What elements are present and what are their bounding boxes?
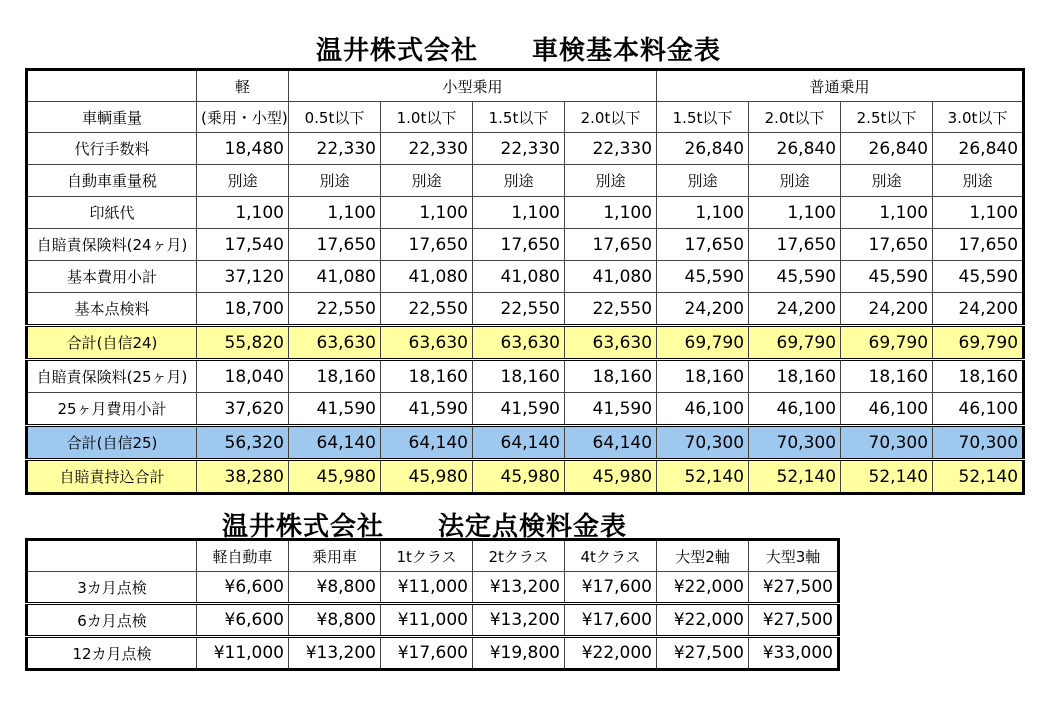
fee-row	[27, 229, 1024, 261]
fee-value-cell: 64,140	[289, 426, 381, 460]
blank-header-cell	[27, 540, 197, 572]
fee-value-cell: 別途	[933, 165, 1024, 197]
fee-value-cell: 41,080	[565, 261, 657, 293]
fee-row	[27, 360, 1024, 393]
fee-row	[27, 326, 1024, 360]
fee-value-cell: 69,790	[841, 326, 933, 360]
fee-value-cell: 37,620	[197, 393, 289, 426]
fee-value-cell: 別途	[381, 165, 473, 197]
inspection-row-label: 3カ月点検	[27, 572, 197, 604]
fee-value-cell: 70,300	[749, 426, 841, 460]
inspection-price-cell: ¥11,000	[197, 637, 289, 670]
fee-row-label: 自動車重量税	[27, 165, 197, 197]
fee-value-cell: 18,160	[657, 360, 749, 393]
fee-value-cell: 26,840	[841, 133, 933, 165]
fee-value-cell: 17,650	[841, 229, 933, 261]
fee-row-label: 合計(自信24)	[27, 326, 197, 360]
vehicle-class-header: 乗用車	[289, 540, 381, 572]
inspection-row	[27, 637, 839, 670]
fee-value-cell: 64,140	[473, 426, 565, 460]
fee-value-cell: 52,140	[841, 460, 933, 494]
fee-value-cell: 別途	[657, 165, 749, 197]
fee-value-cell: 45,590	[841, 261, 933, 293]
inspection-price-cell: ¥13,200	[289, 637, 381, 670]
inspection-price-cell: ¥22,000	[565, 637, 657, 670]
fee-value-cell: 18,700	[197, 293, 289, 326]
fee-value-cell: 24,200	[749, 293, 841, 326]
fee-value-cell: 18,160	[473, 360, 565, 393]
fee-value-cell: 41,590	[565, 393, 657, 426]
fee-row-label: 25ヶ月費用小計	[27, 393, 197, 426]
fee-value-cell: 46,100	[749, 393, 841, 426]
vehicle-class-header: 大型2軸	[657, 540, 749, 572]
fee-value-cell: 22,330	[473, 133, 565, 165]
fee-row-label: 基本点検料	[27, 293, 197, 326]
inspection-price-cell: ¥13,200	[473, 572, 565, 604]
fee-value-cell: 22,330	[565, 133, 657, 165]
inspection-price-cell: ¥19,800	[473, 637, 565, 670]
inspection-price-cell: ¥27,500	[657, 637, 749, 670]
inspection-row-label: 12カ月点検	[27, 637, 197, 670]
blank-header-cell	[27, 70, 197, 102]
fee-value-cell: 1,100	[197, 197, 289, 229]
inspection-fee-table	[25, 68, 1025, 495]
fee-value-cell: 63,630	[381, 326, 473, 360]
fee-value-cell: 24,200	[657, 293, 749, 326]
weight-class-cell: 1.5t以下	[473, 102, 565, 133]
fee-value-cell: 38,280	[197, 460, 289, 494]
fee-row	[27, 165, 1024, 197]
fee-row	[27, 426, 1024, 460]
fee-value-cell: 41,080	[473, 261, 565, 293]
inspection-price-cell: ¥22,000	[657, 572, 749, 604]
fee-value-cell: 18,040	[197, 360, 289, 393]
fee-value-cell: 22,330	[289, 133, 381, 165]
vehicle-class-header: 4tクラス	[565, 540, 657, 572]
fee-value-cell: 70,300	[657, 426, 749, 460]
fee-value-cell: 別途	[473, 165, 565, 197]
fee-value-cell: 69,790	[749, 326, 841, 360]
fee-value-cell: 52,140	[749, 460, 841, 494]
fee-value-cell: 41,080	[289, 261, 381, 293]
fee-value-cell: 26,840	[933, 133, 1024, 165]
inspection-price-cell: ¥8,800	[289, 604, 381, 637]
fee-row-label: 自賠責持込合計	[27, 460, 197, 494]
fee-value-cell: 別途	[565, 165, 657, 197]
fee-value-cell: 69,790	[657, 326, 749, 360]
fee-value-cell: 1,100	[841, 197, 933, 229]
inspection-row	[27, 572, 839, 604]
inspection-price-cell: ¥11,000	[381, 604, 473, 637]
fee-value-cell: 22,550	[565, 293, 657, 326]
inspection-price-cell: ¥6,600	[197, 572, 289, 604]
fee-value-cell: 1,100	[749, 197, 841, 229]
fee-value-cell: 46,100	[657, 393, 749, 426]
fee-value-cell: 41,590	[381, 393, 473, 426]
fee-value-cell: 55,820	[197, 326, 289, 360]
fee-value-cell: 17,650	[289, 229, 381, 261]
fee-value-cell: 52,140	[933, 460, 1024, 494]
vehicle-class-header: 大型3軸	[749, 540, 839, 572]
fee-value-cell: 45,590	[749, 261, 841, 293]
fee-value-cell: 52,140	[657, 460, 749, 494]
periodic-inspection-table	[25, 538, 840, 671]
fee-value-cell: 45,980	[565, 460, 657, 494]
fee-value-cell: 別途	[749, 165, 841, 197]
fee-row-label: 代行手数料	[27, 133, 197, 165]
kei-header: 軽	[197, 70, 289, 102]
fee-value-cell: 18,160	[289, 360, 381, 393]
fee-value-cell: 1,100	[289, 197, 381, 229]
fee-value-cell: 17,650	[473, 229, 565, 261]
fee-value-cell: 17,650	[381, 229, 473, 261]
fee-value-cell: 45,980	[289, 460, 381, 494]
fee-row-label: 合計(自信25)	[27, 426, 197, 460]
normal-passenger-header: 普通乗用	[657, 70, 1024, 102]
fee-value-cell: 17,650	[933, 229, 1024, 261]
weight-label: 車輌重量	[27, 102, 197, 133]
weight-class-cell: 0.5t以下	[289, 102, 381, 133]
fee-row	[27, 293, 1024, 326]
weight-class-cell: 3.0t以下	[933, 102, 1024, 133]
inspection-price-cell: ¥33,000	[749, 637, 839, 670]
fee-value-cell: 41,590	[473, 393, 565, 426]
vehicle-class-header: 2tクラス	[473, 540, 565, 572]
fee-row	[27, 460, 1024, 494]
fee-value-cell: 22,330	[381, 133, 473, 165]
main-table-title: 温井株式会社 車検基本料金表	[316, 36, 722, 66]
inspection-price-cell: ¥11,000	[381, 572, 473, 604]
fee-value-cell: 1,100	[933, 197, 1024, 229]
fee-value-cell: 1,100	[565, 197, 657, 229]
fee-value-cell: 18,160	[565, 360, 657, 393]
fee-value-cell: 18,160	[933, 360, 1024, 393]
fee-value-cell: 18,160	[841, 360, 933, 393]
small-passenger-header: 小型乗用	[289, 70, 657, 102]
fee-value-cell: 1,100	[657, 197, 749, 229]
inspection-header-row	[27, 540, 839, 572]
fee-value-cell: 41,590	[289, 393, 381, 426]
fee-value-cell: 70,300	[933, 426, 1024, 460]
fee-value-cell: 1,100	[473, 197, 565, 229]
fee-value-cell: 56,320	[197, 426, 289, 460]
fee-value-cell: 26,840	[749, 133, 841, 165]
fee-value-cell: 41,080	[381, 261, 473, 293]
fee-value-cell: 22,550	[289, 293, 381, 326]
inspection-row-label: 6カ月点検	[27, 604, 197, 637]
inspection-price-cell: ¥27,500	[749, 604, 839, 637]
fee-value-cell: 26,840	[657, 133, 749, 165]
fee-value-cell: 37,120	[197, 261, 289, 293]
inspection-price-cell: ¥17,600	[565, 572, 657, 604]
vehicle-class-header: 1tクラス	[381, 540, 473, 572]
fee-value-cell: 別途	[197, 165, 289, 197]
fee-value-cell: 1,100	[381, 197, 473, 229]
fee-value-cell: 45,980	[381, 460, 473, 494]
fee-row	[27, 197, 1024, 229]
weight-class-cell: 1.0t以下	[381, 102, 473, 133]
weight-class-cell: 2.5t以下	[841, 102, 933, 133]
fee-row	[27, 133, 1024, 165]
weight-class-cell: 1.5t以下	[657, 102, 749, 133]
fee-value-cell: 24,200	[933, 293, 1024, 326]
fee-value-cell: 69,790	[933, 326, 1024, 360]
weight-class-cell: 2.0t以下	[565, 102, 657, 133]
fee-row-label: 印紙代	[27, 197, 197, 229]
fee-value-cell: 17,650	[657, 229, 749, 261]
fee-value-cell: 18,160	[381, 360, 473, 393]
fee-value-cell: 24,200	[841, 293, 933, 326]
fee-value-cell: 46,100	[841, 393, 933, 426]
inspection-price-cell: ¥8,800	[289, 572, 381, 604]
inspection-price-cell: ¥17,600	[565, 604, 657, 637]
fee-value-cell: 別途	[841, 165, 933, 197]
inspection-row	[27, 604, 839, 637]
group-header-row	[27, 70, 1024, 102]
fee-value-cell: 18,480	[197, 133, 289, 165]
fee-row	[27, 261, 1024, 293]
fee-row-label: 基本費用小計	[27, 261, 197, 293]
fee-value-cell: 46,100	[933, 393, 1024, 426]
fee-value-cell: 63,630	[565, 326, 657, 360]
inspection-price-cell: ¥22,000	[657, 604, 749, 637]
fee-value-cell: 18,160	[749, 360, 841, 393]
fee-value-cell: 63,630	[289, 326, 381, 360]
inspection-price-cell: ¥13,200	[473, 604, 565, 637]
weight-class-cell: (乗用・小型)	[197, 102, 289, 133]
fee-value-cell: 64,140	[381, 426, 473, 460]
fee-value-cell: 17,540	[197, 229, 289, 261]
fee-value-cell: 70,300	[841, 426, 933, 460]
inspection-table-title: 温井株式会社 法定点検料金表	[222, 512, 628, 542]
fee-value-cell: 45,980	[473, 460, 565, 494]
inspection-price-cell: ¥27,500	[749, 572, 839, 604]
fee-value-cell: 45,590	[657, 261, 749, 293]
fee-row-label: 自賠責保険料(25ヶ月)	[27, 360, 197, 393]
vehicle-class-header: 軽自動車	[197, 540, 289, 572]
inspection-price-cell: ¥6,600	[197, 604, 289, 637]
weight-header-row	[27, 102, 1024, 133]
fee-row-label: 自賠責保険料(24ヶ月)	[27, 229, 197, 261]
fee-value-cell: 別途	[289, 165, 381, 197]
weight-class-cell: 2.0t以下	[749, 102, 841, 133]
fee-row	[27, 393, 1024, 426]
fee-value-cell: 22,550	[473, 293, 565, 326]
fee-value-cell: 45,590	[933, 261, 1024, 293]
fee-value-cell: 63,630	[473, 326, 565, 360]
fee-value-cell: 17,650	[565, 229, 657, 261]
fee-value-cell: 22,550	[381, 293, 473, 326]
inspection-price-cell: ¥17,600	[381, 637, 473, 670]
fee-value-cell: 64,140	[565, 426, 657, 460]
fee-value-cell: 17,650	[749, 229, 841, 261]
